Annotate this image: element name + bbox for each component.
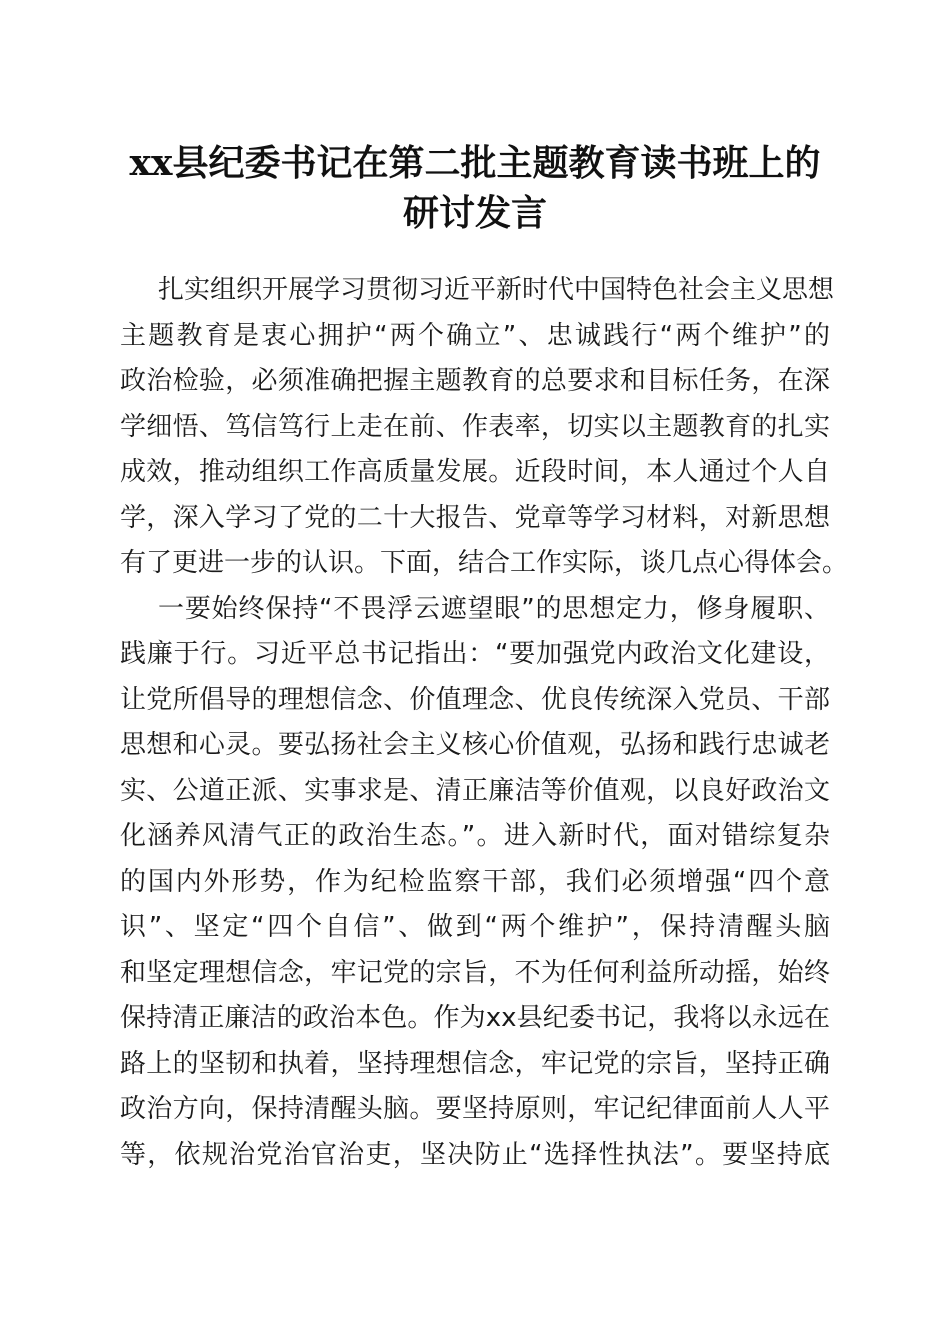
text-line: 学细悟、笃信笃行上走在前、作表率，切实以主题教育的扎实 [120, 411, 830, 442]
text-line: 政治方向，保持清醒头脑。要坚持原则，牢记纪律面前人人平 [120, 1094, 830, 1124]
paragraph-intro [120, 268, 849, 587]
text-line: 扎实组织开展学习贯彻习近平新时代中国特色社会主义思想 [158, 275, 835, 305]
text-line: 思想和心灵。要弘扬社会主义核心价值观，弘扬和践行忠诚老 [120, 730, 830, 760]
text-line: 践廉于行。习近平总书记指出：“要加强党内政治文化建设， [120, 639, 830, 669]
text-line: 政治检验，必须准确把握主题教育的总要求和目标任务，在深 [120, 366, 830, 396]
text-line: 路上的坚韧和执着，坚持理想信念，牢记党的宗旨，坚持正确 [120, 1048, 830, 1079]
text-line: 成效，推动组织工作高质量发展。近段时间，本人通过个人自 [120, 457, 830, 487]
paragraph-point-one [120, 587, 830, 1179]
text-line: 化涵养风清气正的政治生态。”。进入新时代，面对错综复杂 [120, 821, 830, 851]
text-line: 和坚定理想信念，牢记党的宗旨，不为任何利益所动摇，始终 [120, 957, 830, 988]
text-line: 等，依规治党治官治吏，坚决防止“选择性执法”。要坚持底 [120, 1139, 830, 1170]
text-line: 学，深入学习了党的二十大报告、党章等学习材料，对新思想 [120, 502, 830, 533]
title-line: 研讨发言 [402, 192, 547, 234]
text-line: 的国内外形势，作为纪检监察干部，我们必须增强“四个意 [120, 866, 830, 897]
text-line: 实、公道正派、实事求是、清正廉洁等价值观，以良好政治文 [120, 775, 830, 806]
title-line: xx县纪委书记在第二批主题教育读书班上的 [129, 142, 821, 184]
document-title [120, 138, 830, 238]
text-line: 主题教育是衷心拥护“两个确立”、忠诚践行“两个维护”的 [120, 320, 830, 351]
document-body [120, 268, 849, 1178]
text-line: 有了更进一步的认识。下面，结合工作实际，谈几点心得体会。 [120, 548, 849, 578]
text-line: 识”、坚定“四个自信”、做到“两个维护”，保持清醒头脑 [120, 912, 830, 942]
text-line: 一要始终保持“不畏浮云遮望眼”的思想定力，修身履职、 [158, 593, 830, 624]
text-line: 保持清正廉洁的政治本色。作为xx县纪委书记，我将以永远在 [120, 1003, 830, 1033]
text-line: 让党所倡导的理想信念、价值理念、优良传统深入党员、干部 [120, 684, 830, 715]
